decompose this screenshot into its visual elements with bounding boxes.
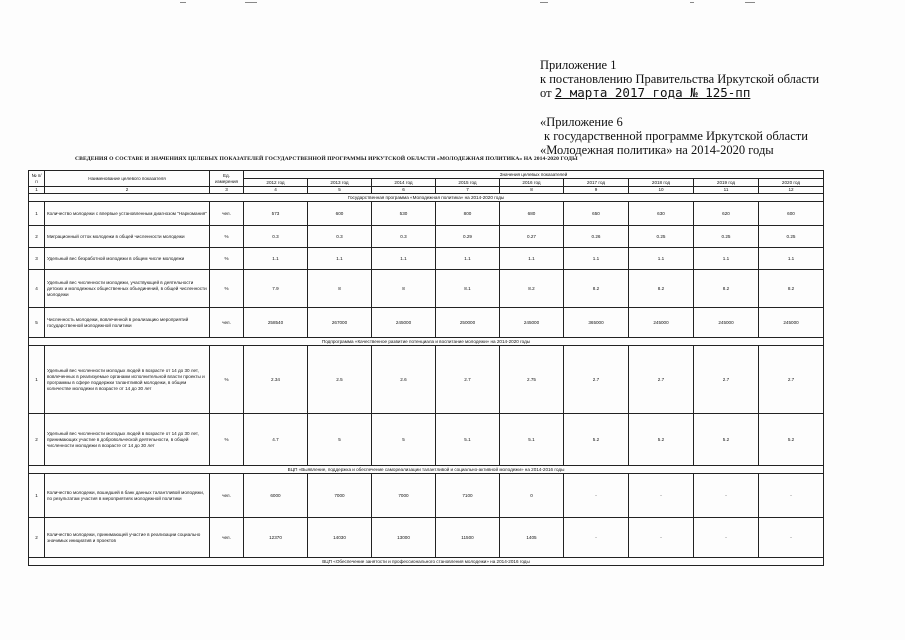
table-row (29, 414, 824, 466)
indicator-name: Миграционный отток молодежи в общей численности молодежи (45, 226, 210, 248)
value-cell: 267000 (308, 308, 372, 338)
value-cell: 2.75 (500, 346, 564, 414)
value-cell: 5.2 (694, 414, 759, 466)
value-cell: 8.2 (564, 270, 629, 308)
value-cell: 2.7 (759, 346, 824, 414)
row-number: 4 (29, 270, 45, 308)
value-cell: 2.5 (308, 346, 372, 414)
value-cell: 2.7 (694, 346, 759, 414)
table-row (29, 270, 824, 308)
indicator-name: Удельный вес численности молодых людей в возрасте от 14 до 30 лет, вовлеченных в реализуемые органами исполнительной власти проекты и программы в сфере поддержки талантливой молодежи, в общем количестве молодежи в возрасте от 14 до 30 лет (45, 346, 210, 414)
column-number: 4 (244, 187, 308, 194)
value-cell: - (564, 474, 629, 518)
date-prefix: от (540, 86, 552, 100)
value-cell: - (694, 518, 759, 558)
value-cell: 0.27 (500, 226, 564, 248)
program-name: «Молодежная политика» на 2014-2020 годы (540, 143, 774, 157)
year-header: 2014 год (372, 179, 436, 187)
column-number: 1 (29, 187, 45, 194)
section-title: Подпрограмма «Качественное развитие потенциала и воспитание молодежи» на 2014-2020 годы (29, 338, 824, 346)
section-row (29, 338, 824, 346)
year-header: 2013 год (308, 179, 372, 187)
value-cell: 2.34 (244, 346, 308, 414)
value-cell: 5.1 (500, 414, 564, 466)
unit-cell: чел. (210, 474, 244, 518)
value-cell: 0.25 (694, 226, 759, 248)
table-row (29, 202, 824, 226)
unit-cell: % (210, 346, 244, 414)
value-cell: 8.2 (759, 270, 824, 308)
column-number: 11 (694, 187, 759, 194)
unit-cell: чел. (210, 308, 244, 338)
value-cell: 0.3 (308, 226, 372, 248)
section-row (29, 466, 824, 474)
value-cell: 0.3 (244, 226, 308, 248)
value-cell: 1.1 (759, 248, 824, 270)
row-number: 1 (29, 346, 45, 414)
table-row (29, 474, 824, 518)
column-number: 10 (629, 187, 694, 194)
value-cell: 5 (308, 414, 372, 466)
row-number: 1 (29, 202, 45, 226)
year-header: 2012 год (244, 179, 308, 187)
value-cell: 14030 (308, 518, 372, 558)
value-cell: 0.25 (629, 226, 694, 248)
value-cell: 0 (500, 474, 564, 518)
value-cell: 245000 (629, 308, 694, 338)
indicator-name: Удельный вес безработной молодежи в общем числе молодежи (45, 248, 210, 270)
row-number: 2 (29, 518, 45, 558)
value-cell: 650 (564, 202, 629, 226)
speckle (540, 2, 548, 3)
col-header-unit: Ед. измерения (210, 171, 244, 187)
value-cell: 11500 (436, 518, 500, 558)
indicator-name: Количество молодежи с впервые установленным диагнозом "Наркомания" (45, 202, 210, 226)
unit-cell: % (210, 248, 244, 270)
column-numbers-row (29, 187, 824, 194)
value-cell: 245000 (500, 308, 564, 338)
indicator-name: Количество молодежи, вошедшей в банк данных талантливой молодежи, по результатам участия в мероприятиях молодежной политики (45, 474, 210, 518)
value-cell: 8 (372, 270, 436, 308)
table-row (29, 226, 824, 248)
speckle (245, 2, 257, 3)
value-cell: 0.25 (759, 226, 824, 248)
scan-speckles (0, 2, 905, 8)
value-cell: 8.2 (629, 270, 694, 308)
indicator-name: Количество молодежи, принимающей участие в реализации социально значимых инициатив и проектов (45, 518, 210, 558)
table-row (29, 518, 824, 558)
value-cell: 8 (308, 270, 372, 308)
resolution-date (540, 86, 900, 100)
value-cell: - (694, 474, 759, 518)
value-cell: 5.2 (759, 414, 824, 466)
unit-cell: % (210, 226, 244, 248)
value-cell: 630 (629, 202, 694, 226)
appendix-header (540, 58, 900, 157)
table-row (29, 248, 824, 270)
value-cell: 245000 (372, 308, 436, 338)
table-row (29, 308, 824, 338)
value-cell: 680 (500, 202, 564, 226)
value-cell: 1.1 (564, 248, 629, 270)
value-cell: 600 (308, 202, 372, 226)
value-cell: 1.1 (372, 248, 436, 270)
value-cell: 5 (372, 414, 436, 466)
appendix-number: Приложение 1 (540, 58, 617, 72)
value-cell: 5.1 (436, 414, 500, 466)
column-number: 12 (759, 187, 824, 194)
value-cell: - (759, 518, 824, 558)
value-cell: - (629, 518, 694, 558)
year-header: 2018 год (629, 179, 694, 187)
speckle (690, 2, 694, 3)
row-number: 2 (29, 226, 45, 248)
section-row (29, 558, 824, 566)
value-cell: 250000 (436, 308, 500, 338)
value-cell: 245000 (694, 308, 759, 338)
row-number: 3 (29, 248, 45, 270)
value-cell: 1.1 (244, 248, 308, 270)
column-number: 2 (45, 187, 210, 194)
value-cell: 365000 (564, 308, 629, 338)
value-cell: 2.6 (372, 346, 436, 414)
value-cell: 600 (759, 202, 824, 226)
document-title: СВЕДЕНИЯ О СОСТАВЕ И ЗНАЧЕНИЯХ ЦЕЛЕВЫХ ПОКАЗАТЕЛЕЙ ГОСУДАРСТВЕННОЙ ПРОГРАММЫ ИРКУТСКОЙ ОБЛАСТИ «МОЛОДЕЖНАЯ ПОЛИТИКА» НА 2014-2020 ГОДЫ (75, 156, 578, 162)
value-cell: 8.1 (436, 270, 500, 308)
section-title: ВЦП «Обеспечение занятости и профессионального становления молодежи» на 2014-2016 годы (29, 558, 824, 566)
value-cell: 800 (436, 202, 500, 226)
indicator-name: Удельный вес численности молодых людей в возрасте от 14 до 30 лет, принимающих участие в добровольческой деятельности, в общей численности молодежи в возрасте от 14 до 30 лет (45, 414, 210, 466)
unit-cell: чел. (210, 202, 244, 226)
section-title: ВЦП «Выявление, поддержка и обеспечение самореализации талантливой и социально-активной молодежи» на 2014-2016 годы (29, 466, 824, 474)
col-header-name: Наименование целевого показателя (45, 171, 210, 187)
value-cell: 7.9 (244, 270, 308, 308)
column-number: 7 (436, 187, 500, 194)
value-cell: 7000 (308, 474, 372, 518)
section-title: Государственная программа «Молодежная политика» на 2014-2020 годы (29, 194, 824, 202)
value-cell: 1.1 (694, 248, 759, 270)
table-row (29, 346, 824, 414)
indicator-name: Численность молодежи, вовлеченной в реализацию мероприятий государственной молодежной политики (45, 308, 210, 338)
year-header: 2019 год (694, 179, 759, 187)
value-cell: 245000 (759, 308, 824, 338)
value-cell: 0.3 (372, 226, 436, 248)
value-cell: 12370 (244, 518, 308, 558)
value-cell: 0.26 (564, 226, 629, 248)
value-cell: 5.2 (564, 414, 629, 466)
row-number: 2 (29, 414, 45, 466)
col-header-values: Значения целевых показателей (244, 171, 824, 179)
indicators-table (28, 170, 824, 566)
value-cell: 4.7 (244, 414, 308, 466)
value-cell: 258540 (244, 308, 308, 338)
value-cell: 1.1 (500, 248, 564, 270)
value-cell: 6000 (244, 474, 308, 518)
col-header-number: № п/п (29, 171, 45, 187)
column-number: 6 (372, 187, 436, 194)
year-header: 2016 год (500, 179, 564, 187)
year-header: 2020 год (759, 179, 824, 187)
resolution-ref: к постановлению Правительства Иркутской области (540, 72, 820, 86)
value-cell: 8.2 (500, 270, 564, 308)
value-cell: 1.1 (436, 248, 500, 270)
value-cell: 2.7 (436, 346, 500, 414)
value-cell: 573 (244, 202, 308, 226)
speckle (745, 2, 755, 3)
table-body (29, 194, 824, 566)
unit-cell: чел. (210, 518, 244, 558)
value-cell: 0.29 (436, 226, 500, 248)
speckle (180, 2, 186, 3)
value-cell: 1.1 (308, 248, 372, 270)
value-cell: - (564, 518, 629, 558)
program-ref: к государственной программе Иркутской области (544, 129, 808, 143)
value-cell: 620 (694, 202, 759, 226)
indicator-name: Удельный вес численности молодежи, участвующей в деятельности детских и молодежных общественных объединений, в общей численности молодежи (45, 270, 210, 308)
unit-cell: % (210, 414, 244, 466)
column-number: 3 (210, 187, 244, 194)
row-number: 5 (29, 308, 45, 338)
value-cell: 2.7 (564, 346, 629, 414)
value-cell: 7100 (436, 474, 500, 518)
value-cell: 530 (372, 202, 436, 226)
year-header: 2017 год (564, 179, 629, 187)
value-cell: 13000 (372, 518, 436, 558)
column-number: 9 (564, 187, 629, 194)
unit-cell: % (210, 270, 244, 308)
section-row (29, 194, 824, 202)
column-number: 8 (500, 187, 564, 194)
value-cell: 1.1 (629, 248, 694, 270)
row-number: 1 (29, 474, 45, 518)
value-cell: 1405 (500, 518, 564, 558)
handwritten-date: 2 марта 2017 года № 125-пп (554, 85, 751, 100)
value-cell: 8.2 (694, 270, 759, 308)
value-cell: - (629, 474, 694, 518)
value-cell: 5.2 (629, 414, 694, 466)
value-cell: 2.7 (629, 346, 694, 414)
value-cell: 7000 (372, 474, 436, 518)
column-number: 5 (308, 187, 372, 194)
value-cell: - (759, 474, 824, 518)
year-header: 2015 год (436, 179, 500, 187)
sub-appendix-number: «Приложение 6 (540, 115, 623, 129)
